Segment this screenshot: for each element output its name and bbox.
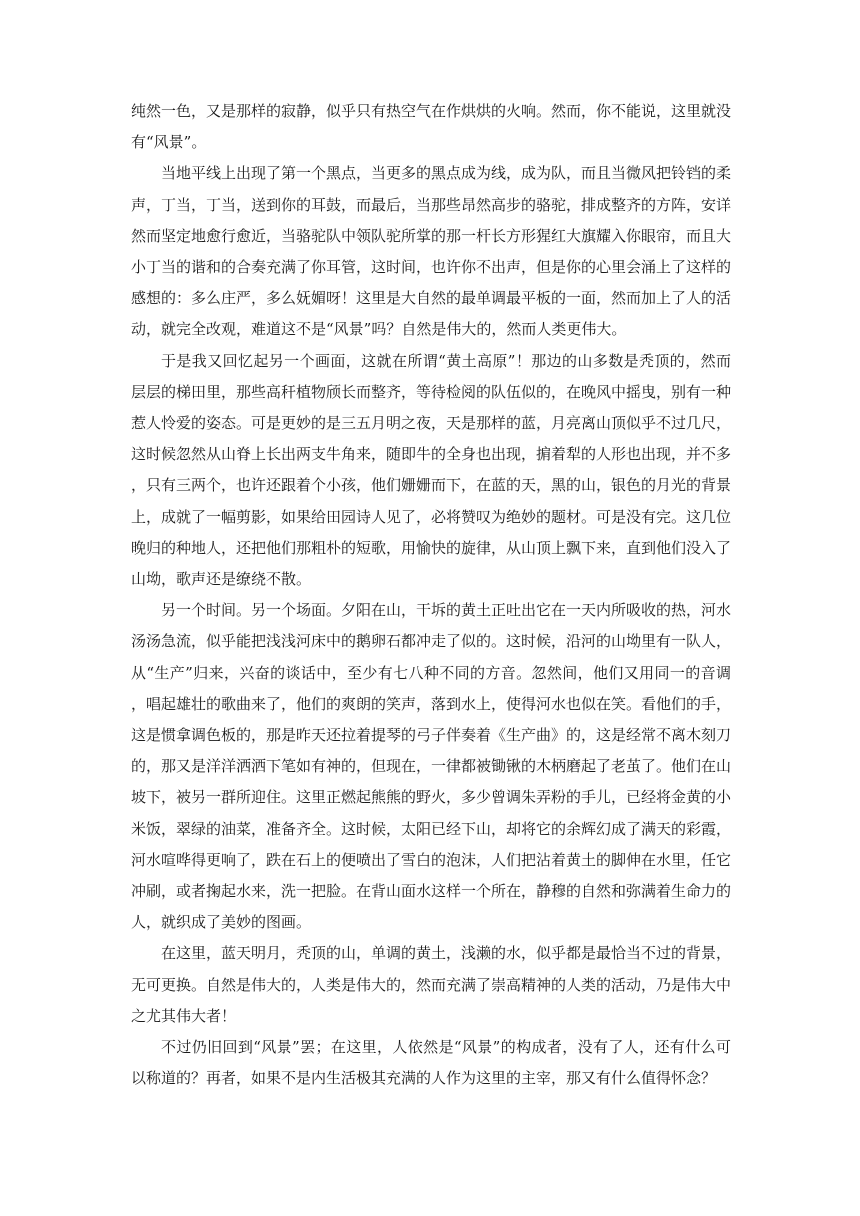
- paragraph-5: 在这里，蓝天明月，秃顶的山，单调的黄土，浅濑的水，似乎都是最恰当不过的背景，无可更换。自然是伟大的，人类是伟大的，然而充满了崇高精神的人类的活动，乃是伟大中之尤其伟大者！: [131, 944, 732, 1025]
- paragraph-2: 当地平线上出现了第一个黑点，当更多的黑点成为线，成为队，而且当微风把铃铛的柔声，丁当，丁当，送到你的耳鼓，而最后，当那些昂然高步的骆驼，排成整齐的方阵，安详然而坚定地愈行愈近，当骆驼队中领队驼所掌的那一杆长方形猩红大旗耀入你眼帘，而且大小丁当的谐和的合奏充满了你耳管，这时间，也许你不出声，但是你的心里会涌上了这样的感想的：多么庄严，多么妩媚呀！这里是大自然的最单调最平板的一面，然而加上了人的活动，就完全改观，难道这不是“风景”吗？自然是伟大的，然而人类更伟大。: [131, 164, 732, 339]
- paragraph-6: 不过仍旧回到“风景”罢；在这里，人依然是“风景”的构成者，没有了人，还有什么可以称道的？再者，如果不是内生活极其充满的人作为这里的主宰，那又有什么值得怀念？: [131, 1038, 731, 1088]
- paragraph-3: 于是我又回忆起另一个画面，这就在所谓“黄土高原”！那边的山多数是秃顶的，然而层层的梯田里，那些高秆植物颀长而整齐，等待检阅的队伍似的，在晚风中摇曳，别有一种惹人怜爱的姿态。可是更妙的是三五月明之夜，天是那样的蓝，月亮离山顶似乎不过几尺，这时候忽然从山脊上长出两支牛角来，随即牛的全身也出现，掮着犁的人形也出现，并不多，只有三两个，也许还跟着个小孩，他们姗姗而下，在蓝的天，黑的山，银色的月光的背景上，成就了一幅剪影，如果给田园诗人见了，必将赞叹为绝妙的题材。可是没有完。这几位晚归的种地人，还把他们那粗朴的短歌，用愉快的旋律，从山顶上飘下来，直到他们没入了山坳，歌声还是缭绕不散。: [131, 351, 732, 589]
- paragraph-4: 另一个时间。另一个场面。夕阳在山，干坼的黄土正吐出它在一天内所吸收的热，河水汤汤急流，似乎能把浅浅河床中的鹅卵石都冲走了似的。这时候，沿河的山坳里有一队人，从“生产”归来，兴奋的谈话中，至少有七八种不同的方音。忽然间，他们又用同一的音调，唱起雄壮的歌曲来了，他们的爽朗的笑声，落到水上，使得河水也似在笑。看他们的手，这是惯拿调色板的，那是昨天还拉着提琴的弓子伴奏着《生产曲》的，这是经常不离木刻刀的，那又是洋洋洒洒下笔如有神的，但现在，一律都被锄锹的木柄磨起了老茧了。他们在山坡下，被另一群所迎住。这里正燃起熊熊的野火，多少曾调朱弄粉的手儿，已经将金黄的小米饭，翠绿的油菜，准备齐全。这时候，太阳已经下山，却将它的余辉幻成了满天的彩霞，河水喧哗得更响了，跌在石上的便喷出了雪白的泡沫，人们把沾着黄土的脚伸在水里，任它冲刷，或者掬起水来，洗一把脸。在背山面水这样一个所在，静穆的自然和弥满着生命力的人，就织成了美妙的图画。: [131, 601, 732, 932]
- article-body: [131, 96, 731, 1095]
- paragraph-1: 纯然一色，又是那样的寂静，似乎只有热空气在作烘烘的火响。然而，你不能说，这里就没有“风景”。: [131, 102, 732, 152]
